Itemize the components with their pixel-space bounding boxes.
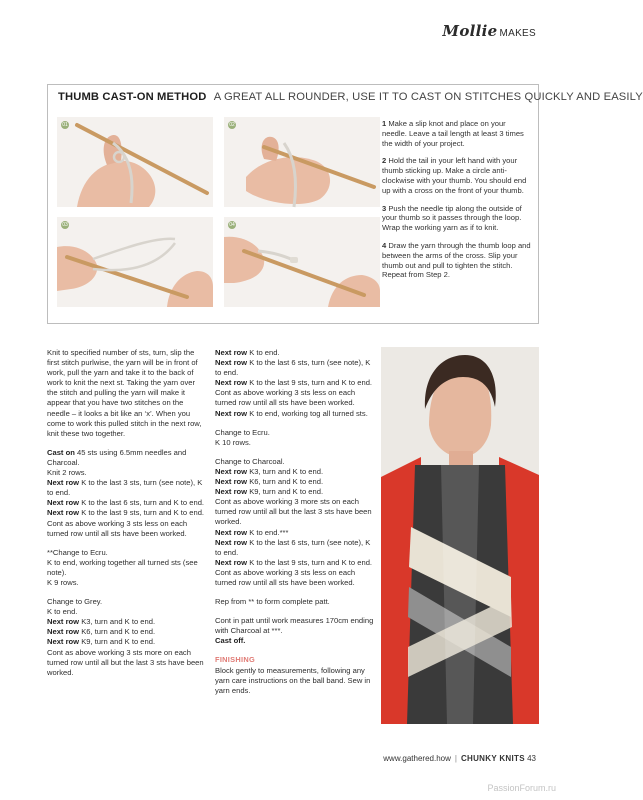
- footer-separator: |: [454, 754, 457, 763]
- step-instructions: [382, 119, 532, 288]
- cast-on-section: Cast on 45 sts using 6.5mm needles and Charcoal. Knit 2 rows. Next row K to the last 3 sts, turn (see note), K to end. Next row K to the last 6 sts, turn and K to end. Next row K to the last 9 sts, turn and K to end. Cont as above working 3 sts less on each turned row until all sts have been worked.: [47, 447, 205, 538]
- step-number-badge: 03: [62, 222, 68, 228]
- finishing-section: FINISHING Block gently to measurements, following any yarn care instructions on the ball band. Sew in yarn ends.: [215, 655, 375, 695]
- continue-section: Cont in patt until work measures 170cm ending with Charcoal at ***. Cast off.: [215, 616, 374, 646]
- pattern-column-1: [47, 348, 207, 687]
- step-2: 2 Hold the tail in your left hand with your thumb sticking up. Make a circle anti-clockwise with your thumb. You should end up with a cross on the front of your thumb.: [382, 156, 527, 195]
- step-photo-3: [57, 217, 213, 307]
- step-3: 3 Push the needle tip along the outside of your thumb so it passes through the loop. Wrap the working yarn as if to knit.: [382, 203, 522, 233]
- step-photo-1: [57, 117, 213, 207]
- watermark: PassionForum.ru: [487, 783, 556, 793]
- model-photo: [381, 347, 539, 724]
- turn-note: Knit to specified number of sts, turn, slip the first stitch purlwise, the yarn will be in front of work, pull the yarn and take it to the back of work to knit the next st. Taking the yarn over the stitch and pulling the yarn will make it appear that you have two stitches on the needle – it looks a bit like an ‘x’. When you come to work this pulled stitch in the next row, knit these two together.: [47, 348, 202, 438]
- step-number-badge: 02: [229, 122, 235, 128]
- brand-logo: [442, 22, 536, 40]
- step-number-badge: 01: [62, 122, 68, 128]
- step-4: 4 Draw the yarn through the thumb loop and between the arms of the cross. Slip your thumb out and pull to tighten the stitch. Repeat from Step 2.: [382, 240, 531, 280]
- brand-script: Mollie: [442, 22, 498, 40]
- ecru-section-2: Change to Ecru. K 10 rows.: [215, 427, 270, 447]
- step-photo-4: [224, 217, 380, 307]
- return-rows-section: Next row K to end. Next row K to the last 6 sts, turn (see note), K to end. Next row K to the last 9 sts, turn and K to end. Cont as above working 3 sts less on each turned row until all sts have been worked. Next row K to end, working tog all turned sts.: [215, 348, 373, 418]
- page-footer: [383, 754, 536, 763]
- panel-title: THUMB CAST-ON METHOD: [58, 91, 207, 103]
- grey-section: Change to Grey. K to end. Next row K3, turn and K to end. Next row K6, turn and K to end. Next row K9, turn and K to end. Cont as above working 3 sts more on each turned row until all but the last 3 sts have been worked.: [47, 597, 204, 677]
- scarf-illustration: [381, 347, 539, 724]
- step-1: 1 Make a slip knot and place on your needle. Leave a tail length at least 3 times the width of your project.: [382, 119, 524, 148]
- hand-illustration-3: [57, 217, 213, 307]
- cast-on-panel: [47, 84, 643, 324]
- brand-caps: MAKES: [499, 28, 536, 39]
- ecru-section: **Change to Ecru. K to end, working together all turned sts (see note). K 9 rows.: [47, 547, 198, 587]
- charcoal-section: Change to Charcoal. Next row K3, turn and K to end. Next row K6, turn and K to end. Next row K9, turn and K to end. Cont as above working 3 more sts on each turned row until all but the last 3 sts have been worked. Next row K to end.*** Next row K to the last 6 sts, turn (see note), K to end. Next row K to the last 9 sts, turn and K to end. Cont as above working 3 sts less on each turned row until all sts have been worked.: [215, 456, 373, 587]
- panel-subtitle: A GREAT ALL ROUNDER, USE IT TO CAST ON STITCHES QUICKLY AND EASILY: [213, 91, 643, 103]
- finishing-heading: FINISHING: [215, 655, 256, 665]
- repeat-instruction: Rep from ** to form complete patt.: [215, 597, 330, 607]
- step-photo-2: [224, 117, 380, 207]
- footer-publication: CHUNKY KNITS: [460, 754, 525, 763]
- hand-illustration-4: [224, 217, 380, 307]
- hand-illustration-1: [57, 117, 213, 207]
- page-number: 43: [527, 754, 536, 763]
- panel-heading: [58, 91, 643, 103]
- step-number-badge: 04: [229, 222, 235, 228]
- pattern-column-2: [215, 348, 375, 705]
- footer-url: www.gathered.how: [383, 754, 451, 763]
- hand-illustration-2: [224, 117, 380, 207]
